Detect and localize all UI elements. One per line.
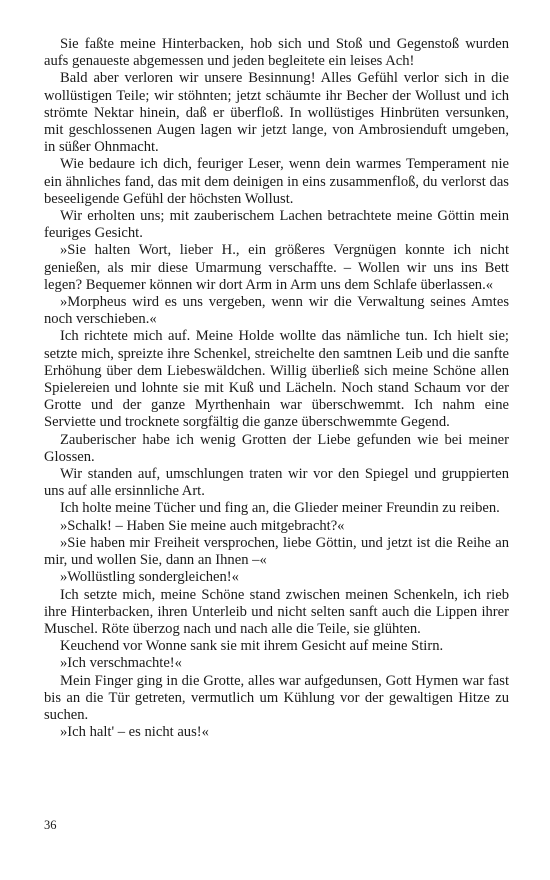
paragraph: Bald aber verloren wir unsere Besinnung! Alles Gefühl verlor sich in die wollüstigen Teile; wir stöhnten; jetzt schäumte ihr Becher der Wollust und ich strömte Nektar hinein, daß er überfloß. In wollüstiges Hinbrüten versunken, mit geschlossenen Augen lagen wir jetzt lange, von Ambrosienduft umgeben, in süßer Ohnmacht. [44, 70, 509, 156]
paragraph: Wie bedaure ich dich, feuriger Leser, wenn dein warmes Temperament nie ein ähnliches fand, das mit dem deinigen in eins zusammenfloß, du verlorst das beseeligende Gefühl der höchsten Wollust. [44, 156, 509, 207]
paragraph: Keuchend vor Wonne sank sie mit ihrem Gesicht auf meine Stirn. [60, 638, 444, 655]
paragraph: »Morpheus wird es uns vergeben, wenn wir die Verwaltung seines Amtes noch verschieben.« [44, 294, 509, 328]
paragraph: Mein Finger ging in die Grotte, alles war aufgedunsen, Gott Hymen war fast bis an die Tür getreten, vermutlich um Kühlung vor der gewaltigen Hitze zu suchen. [44, 672, 509, 723]
paragraph: »Ich halt' – es nicht aus!« [60, 724, 209, 741]
paragraph: »Wollüstling sondergleichen!« [60, 569, 239, 586]
paragraph: Wir standen auf, umschlungen traten wir vor den Spiegel und gruppierten uns auf alle ersinnliche Art. [44, 466, 509, 500]
paragraph: »Sie haben mir Freiheit versprochen, liebe Göttin, und jetzt ist die Reihe an mir, und wollen Sie, dann an Ihnen –« [44, 534, 509, 569]
paragraph: Ich holte meine Tücher und fing an, die Glieder meiner Freundin zu reiben. [60, 500, 500, 517]
paragraph: »Ich verschmachte!« [60, 655, 182, 672]
paragraph: »Schalk! – Haben Sie meine auch mitgebracht?« [60, 517, 345, 534]
paragraph: Zauberischer habe ich wenig Grotten der Liebe gefunden wie bei meiner Glossen. [44, 431, 509, 465]
paragraph: Sie faßte meine Hinterbacken, hob sich und Stoß und Gegenstoß wurden aufs genaueste abgemessen und jeden begleitete ein leises Ach! [44, 36, 509, 70]
paragraph: »Sie halten Wort, lieber H., ein größeres Vergnügen konnte ich nicht genießen, als mir diese Umarmung verschaffte. – Wollen wir uns ins Bett legen? Bequemer können wir dort Arm in Arm uns dem Schlafe überlassen.« [44, 242, 509, 293]
page-body [44, 36, 509, 741]
page-number: 36 [44, 818, 57, 832]
paragraph: Ich setzte mich, meine Schöne stand zwischen meinen Schenkeln, ich rieb ihre Hinterbacken, ihren Unterleib und nicht selten sanft auch die Lippen ihrer Muschel. Röte überzog nach und nach alle die Teile, sie glühten. [44, 586, 509, 637]
paragraph: Ich richtete mich auf. Meine Holde wollte das nämliche tun. Ich hielt sie; setzte mich, spreizte ihre Schenkel, streichelte den samtnen Leib und die sanfte Erhöhung über dem Liebeswäldchen. Willig überließ sich meine Schöne allen Spielereien und lohnte sie mit Kuß und Lächeln. Noch stand Schaum vor der Grotte und der ganze Myrthenhain war überschwemmt. Ich nahm eine Serviette und trocknete sorgfältig die ganze überschwemmte Gegend. [44, 328, 509, 431]
paragraph: Wir erholten uns; mit zauberischem Lachen betrachtete meine Göttin mein feuriges Gesicht. [44, 208, 509, 242]
